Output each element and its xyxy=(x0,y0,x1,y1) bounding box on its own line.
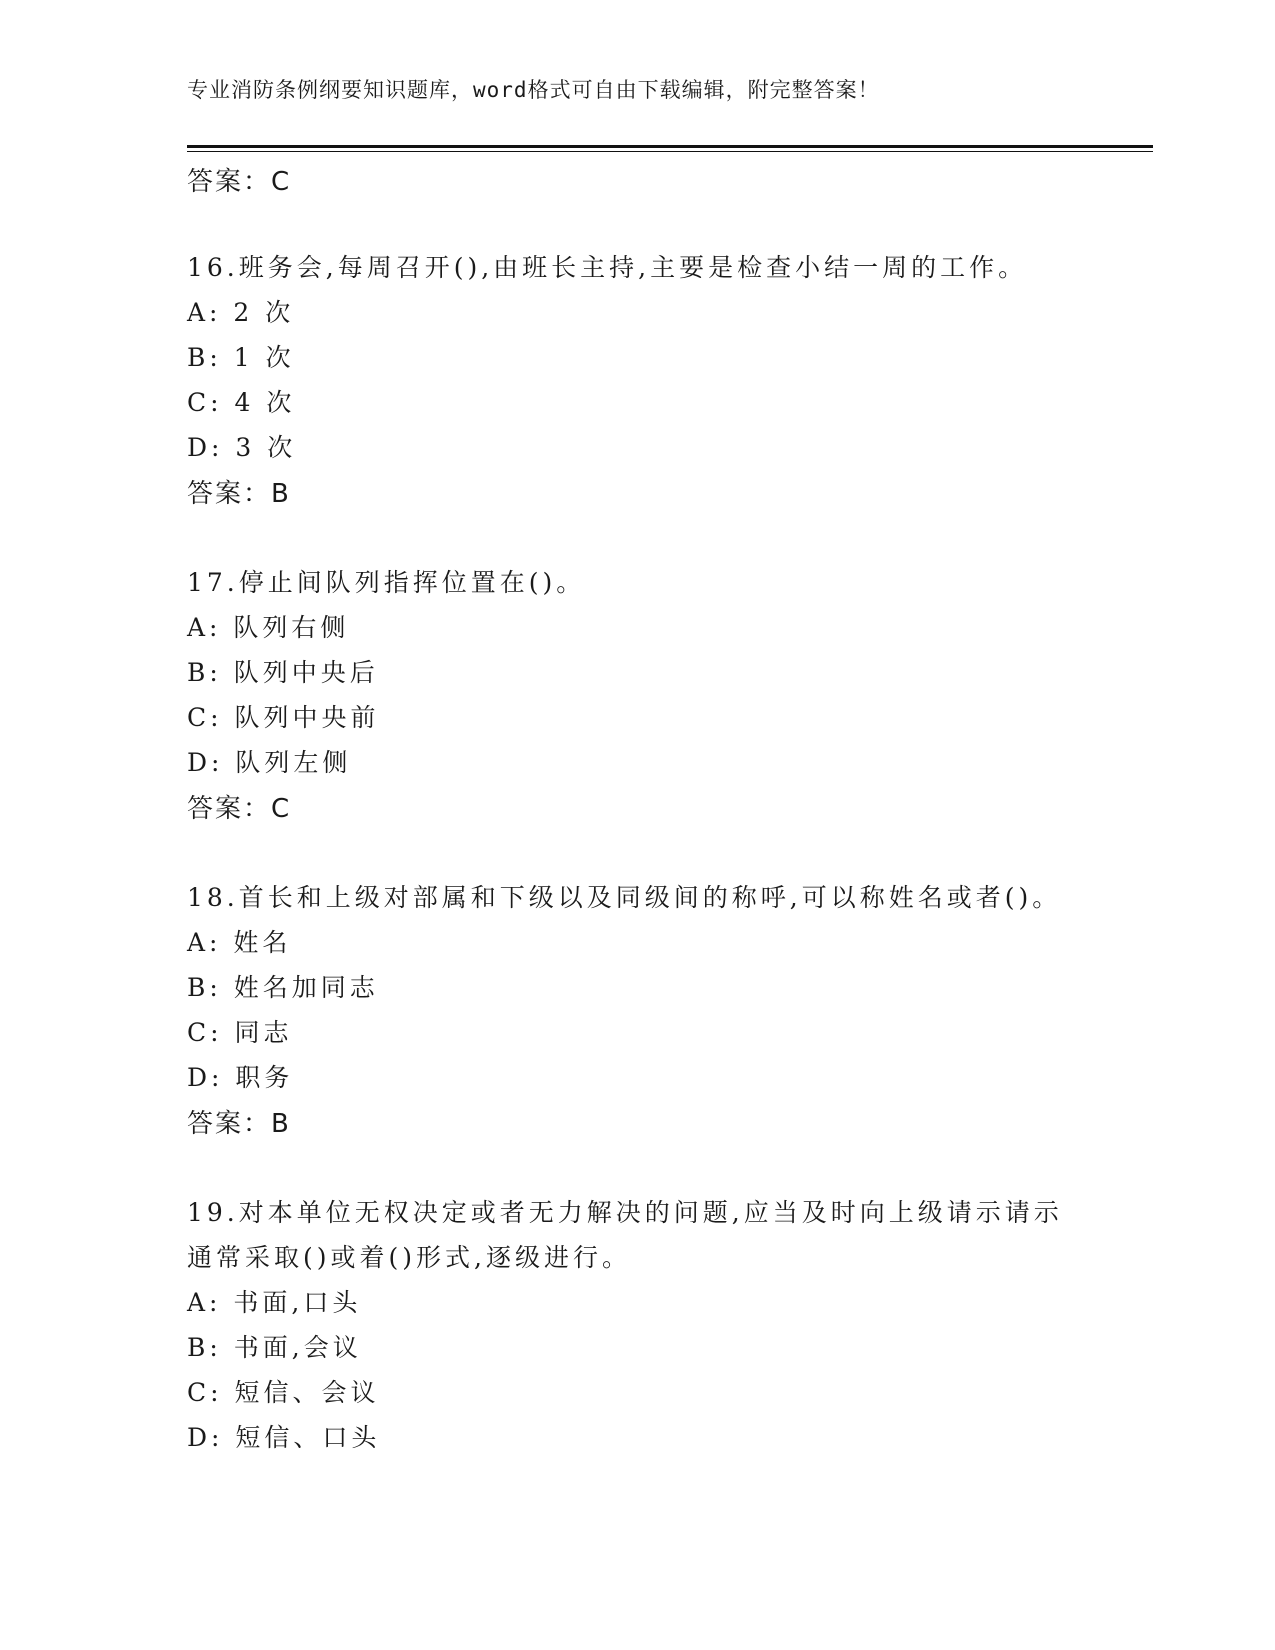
question-19-option-a: A: 书面,口头 xyxy=(187,1288,362,1317)
question-16-option-d: D: 3 次 xyxy=(187,433,297,462)
question-17-option-d: D: 队列左侧 xyxy=(187,748,352,777)
question-17-option-c: C: 队列中央前 xyxy=(187,703,380,732)
question-17-option-a: A: 队列右侧 xyxy=(187,613,350,642)
question-18-option-a: A: 姓名 xyxy=(187,928,292,957)
question-16-option-a: A: 2 次 xyxy=(187,298,295,327)
question-18-option-d: D: 职务 xyxy=(187,1063,294,1092)
question-16-stem: 16.班务会,每周召开(),由班长主持,主要是检查小结一周的工作。 xyxy=(187,253,1028,282)
question-19-option-c: C: 短信、会议 xyxy=(187,1378,380,1407)
question-18-option-c: C: 同志 xyxy=(187,1018,293,1047)
header-divider-thin xyxy=(187,151,1153,152)
question-18-stem: 18.首长和上级对部属和下级以及同级间的称呼,可以称姓名或者()。 xyxy=(187,883,1062,912)
question-16-option-b: B: 1 次 xyxy=(187,343,295,372)
question-19-stem-line-2: 通常采取()或着()形式,逐级进行。 xyxy=(187,1243,631,1272)
question-19-stem-line-1: 19.对本单位无权决定或者无力解决的问题,应当及时向上级请示请示 xyxy=(187,1198,1063,1227)
question-17-option-b: B: 队列中央后 xyxy=(187,658,379,687)
page-header: 专业消防条例纲要知识题库，word格式可自由下载编辑，附完整答案！ xyxy=(187,78,880,102)
question-16-option-c: C: 4 次 xyxy=(187,388,296,417)
previous-answer: 答案：C xyxy=(187,167,292,197)
question-18-answer: 答案：B xyxy=(187,1109,291,1139)
header-divider xyxy=(187,145,1153,148)
question-17-stem: 17.停止间队列指挥位置在()。 xyxy=(187,568,586,597)
question-19-option-d: D: 短信、口头 xyxy=(187,1423,381,1452)
question-17-answer: 答案：C xyxy=(187,794,292,824)
question-16-answer: 答案：B xyxy=(187,479,291,509)
question-19-option-b: B: 书面,会议 xyxy=(187,1333,362,1362)
question-18-option-b: B: 姓名加同志 xyxy=(187,973,379,1002)
